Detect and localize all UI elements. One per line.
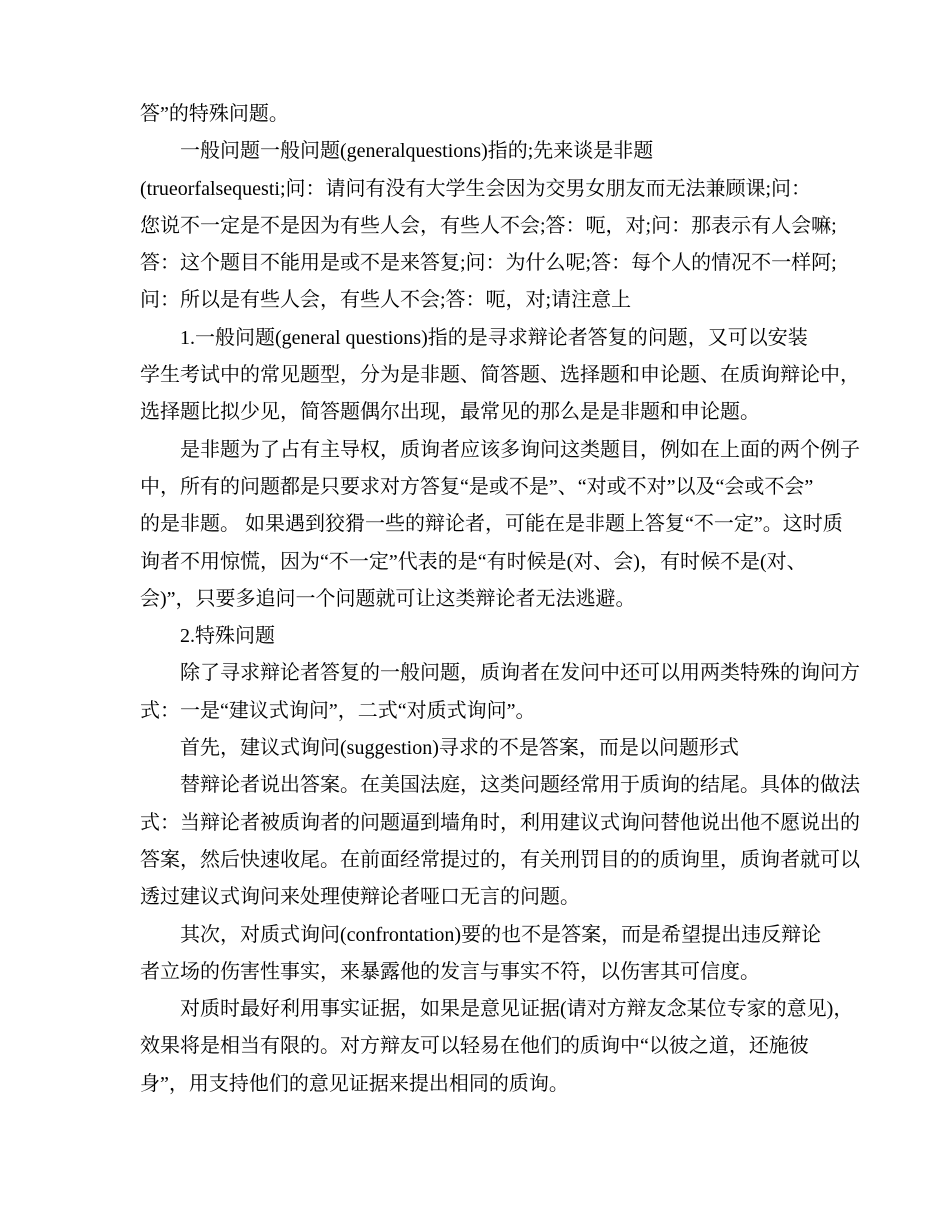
text-line: 中，所有的问题都是只要求对方答复“是或不是”、“对或不对”以及“会或不会” (140, 475, 814, 498)
text-line: 会)”，只要多追问一个问题就可让这类辩论者无法逃避。 (140, 587, 636, 610)
text-line: 式：一是“建议式询问”，二式“对质式询问”。 (140, 699, 536, 722)
text-line: 其次，对质式询问(confrontation)要的也不是答案，而是希望提出违反辩论 (180, 923, 822, 946)
text-line: 学生考试中的常见题型，分为是非题、简答题、选择题和申论题、在质询辩论中， (140, 364, 860, 387)
text-line: 对质时最好利用事实证据，如果是意见证据(请对方辩友念某位专家的意见)， (180, 998, 854, 1021)
text-line: 的是非题。 如果遇到狡猾一些的辩论者，可能在是非题上答复“不一定”。这时质 (140, 513, 843, 536)
text-line: 式：当辩论者被质询者的问题逼到墙角时，利用建议式询问替他说出他不愿说出的 (140, 811, 860, 834)
text-line: 首先，建议式询问(suggestion)寻求的不是答案，而是以问题形式 (180, 737, 739, 760)
text-line: 1.一般问题(general questions)指的是寻求辩论者答复的问题，又可以安装 (180, 326, 808, 349)
text-line: 询者不用惊慌，因为“不一定”代表的是“有时候是(对、会)，有时候不是(对、 (140, 550, 807, 573)
text-line: 选择题比拟少见，简答题偶尔出现，最常见的那么是是非题和申论题。 (140, 401, 760, 424)
text-line: 2.特殊问题 (180, 625, 275, 648)
text-line: 除了寻求辩论者答复的一般问题，质询者在发问中还可以用两类特殊的询问方 (180, 662, 860, 685)
text-line: 问：所以是有些人会，有些人不会;答：呃，对;请注意上 (140, 289, 632, 312)
text-line: 替辩论者说出答案。在美国法庭，这类问题经常用于质询的结尾。具体的做法 (180, 774, 860, 797)
text-line: 一般问题一般问题(generalquestions)指的;先来谈是非题 (180, 140, 654, 163)
text-line: 答案，然后快速收尾。在前面经常提过的，有关刑罚目的的质询里，质询者就可以 (140, 848, 860, 871)
text-line: 身”，用支持他们的意见证据来提出相同的质询。 (140, 1072, 569, 1095)
text-line: 者立场的伤害性事实，来暴露他的发言与事实不符，以伤害其可信度。 (140, 960, 760, 983)
text-line: 效果将是相当有限的。对方辩友可以轻易在他们的质询中“以彼之道，还施彼 (140, 1035, 809, 1058)
text-line: 是非题为了占有主导权，质询者应该多询问这类题目，例如在上面的两个例子 (180, 438, 860, 461)
text-line: (trueorfalsequesti;问：请问有没有大学生会因为交男女朋友而无法兼顾课;问： (140, 177, 812, 200)
document-body (140, 96, 900, 1103)
text-line: 答：这个题目不能用是或不是来答复;问：为什么呢;答：每个人的情况不一样阿; (140, 252, 837, 275)
text-line: 透过建议式询问来处理使辩论者哑口无言的问题。 (140, 886, 580, 909)
text-line: 答”的特殊问题。 (140, 103, 289, 125)
text-line: 您说不一定是不是因为有些人会，有些人不会;答：呃，对;问：那表示有人会嘛; (140, 214, 837, 237)
